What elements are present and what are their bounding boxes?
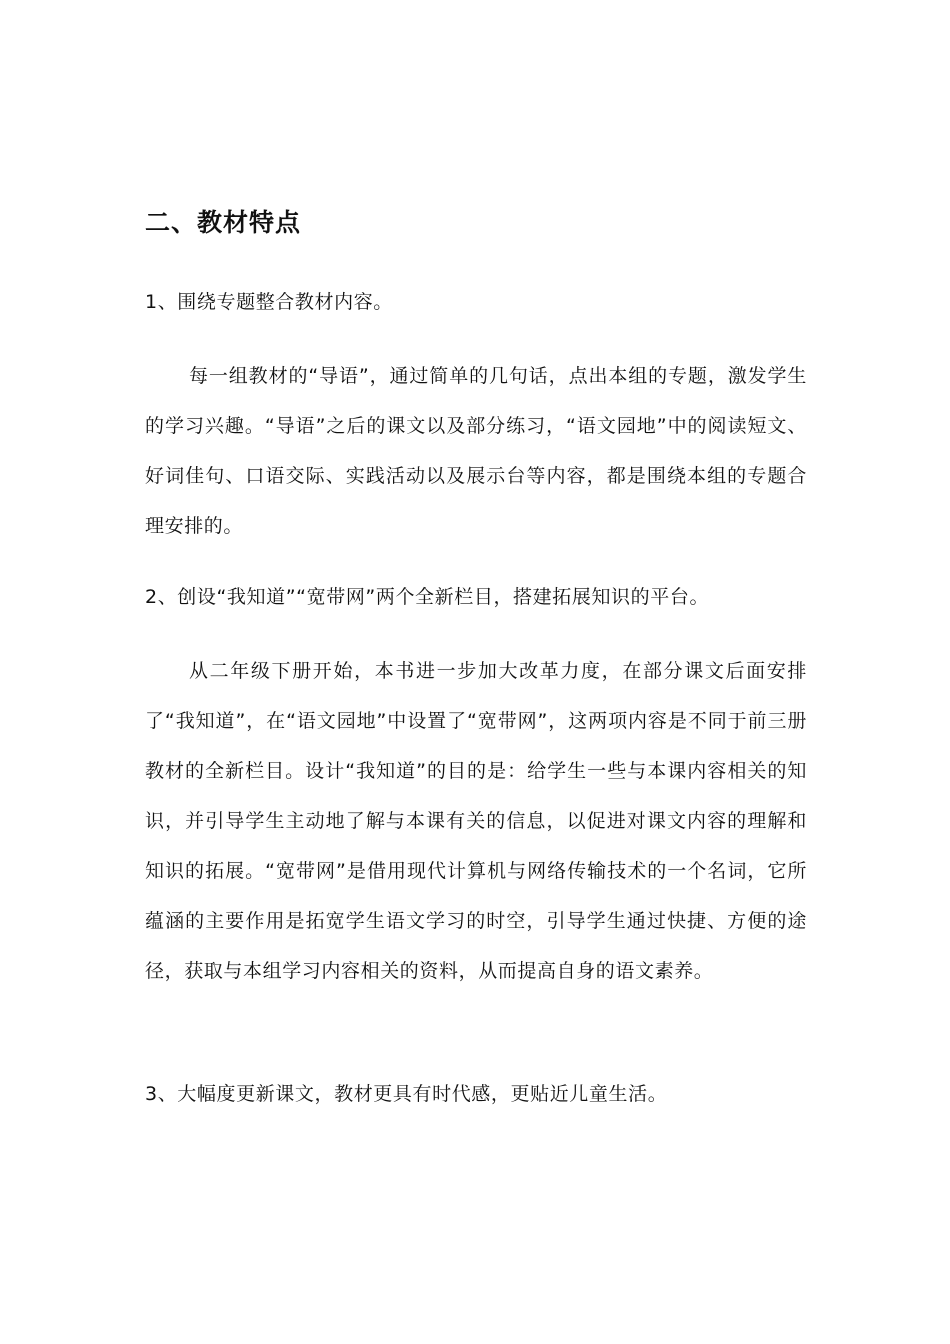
paragraph-2: 从二年级下册开始，本书进一步加大改革力度，在部分课文后面安排了“我知道”，在“语文园地”中设置了“宽带网”，这两项内容是不同于前三册教材的全新栏目。设计“我知道”的目的是：给学生一些与本课内容相关的知识，并引导学生主动地了解与本课有关的信息，以促进对课文内容的理解和知识的拓展。“宽带网”是借用现代计算机与网络传输技术的一个名词，它所蕴涵的主要作用是拓宽学生语文学习的时空，引导学生通过快捷、方便的途径，获取与本组学习内容相关的资料，从而提高自身的语文素养。 [145,660,807,982]
section-heading: 二、教材特点 [145,208,302,237]
paragraph-1: 每一组教材的“导语”，通过简单的几句话，点出本组的专题，激发学生的学习兴趣。“导语”之后的课文以及部分练习，“语文园地”中的阅读短文、好词佳句、口语交际、实践活动以及展示台等内容，都是围绕本组的专题合理安排的。 [145,365,807,537]
subsection-title-3: 3、大幅度更新课文，教材更具有时代感，更贴近儿童生活。 [145,1083,668,1105]
subsection-title-2: 2、创设“我知道”“宽带网”两个全新栏目，搭建拓展知识的平台。 [145,586,710,608]
subsection-title-1: 1、围绕专题整合教材内容。 [145,291,393,313]
